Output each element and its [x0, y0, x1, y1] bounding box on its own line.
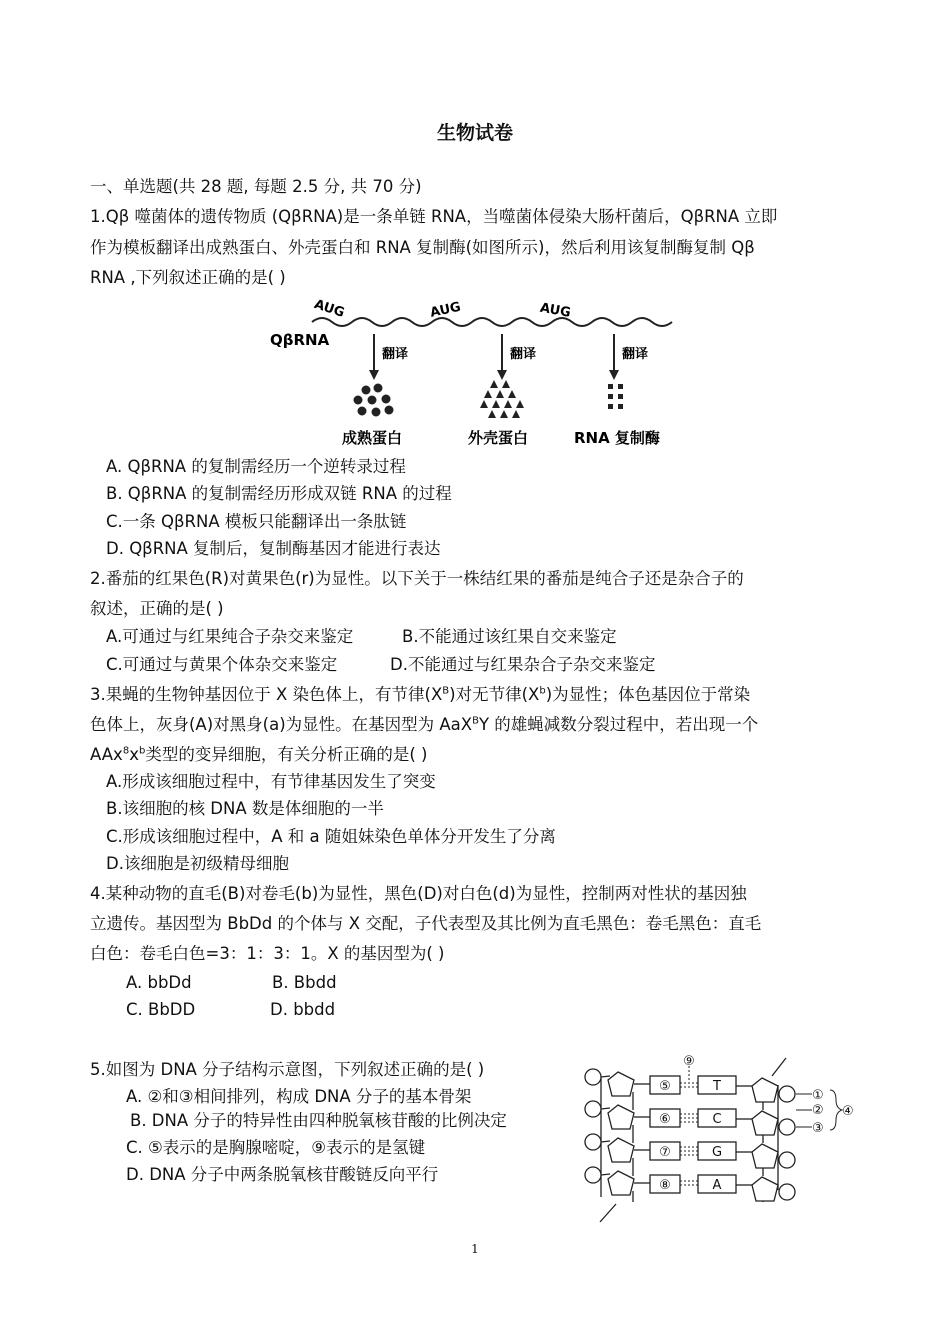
q3-stem-line: $AAx^8x^b$类型的变异细胞，有关分析正确的是( ) [90, 745, 428, 764]
q3-stem-line: 3.果蝇的生物钟基因位于 X 染色体上，有节律$(X^B)$对无节律$(X^b)$为显性；体色基因位于常染 [90, 685, 751, 704]
dna-structure-figure [578, 1052, 858, 1227]
q1-stem-line: 1.Qβ 噬菌体的遗传物质 (QβRNA)是一条单链 RNA，当噬菌体侵染大肠杆菌后，QβRNA 立即 [90, 207, 778, 226]
arrowhead-icon [369, 370, 379, 380]
rna-label: QβRNA [270, 331, 330, 349]
q3-option-c: C.形成该细胞过程中，A 和 a 随姐妹染色单体分开发生了分离 [106, 827, 556, 846]
arrow-label: 翻译 [382, 347, 409, 362]
marker-label: ④ [842, 1104, 854, 1119]
q3-option-b: B.该细胞的核 DNA 数是体细胞的一半 [106, 799, 384, 818]
product-label: 外壳蛋白 [468, 429, 529, 447]
base-label: ⑦ [659, 1145, 671, 1160]
codon-label: AUG [538, 300, 572, 321]
q4-option-c: C. BbDD [126, 1000, 196, 1019]
q4-option-d: D. bbdd [270, 1000, 336, 1019]
marker-label: ② [812, 1103, 824, 1118]
replicase-icon [608, 384, 623, 409]
q2-option-a: A.可通过与红果纯合子杂交来鉴定 [106, 627, 354, 646]
q1-option-c: C.一条 QβRNA 模板只能翻译出一条肽链 [106, 512, 407, 531]
q2-stem-line: 叙述，正确的是( ) [90, 599, 224, 618]
mature-protein-icon [354, 384, 394, 417]
q3-option-d: D.该细胞是初级精母细胞 [106, 854, 289, 873]
q2-option-c: C.可通过与黄果个体杂交来鉴定 [106, 655, 338, 674]
arrowhead-icon [497, 370, 507, 380]
base-label: G [711, 1145, 723, 1160]
hydrogen-bond-icon [680, 1066, 698, 1185]
q4-stem-line: 白色：卷毛白色=3：1：3：1。X 的基因型为( ) [90, 944, 445, 963]
marker-label: ⑨ [683, 1054, 695, 1069]
base-label: ⑥ [659, 1112, 671, 1127]
product-label: 成熟蛋白 [342, 429, 403, 447]
rna-strand [312, 318, 672, 326]
base-label: T [713, 1079, 721, 1094]
qbeta-translation-figure [262, 292, 694, 452]
marker-label: ① [812, 1088, 824, 1103]
q1-option-a: A. QβRNA 的复制需经历一个逆转录过程 [106, 457, 406, 476]
q1-option-b: B. QβRNA 的复制需经历形成双链 RNA 的过程 [106, 484, 452, 503]
arrow-label: 翻译 [622, 347, 649, 362]
q4-stem-line: 立遗传。基因型为 BbDd 的个体与 X 交配，子代表型及其比例为直毛黑色：卷毛黑色：直毛 [90, 914, 762, 933]
q1-stem-line: 作为模板翻译出成熟蛋白、外壳蛋白和 RNA 复制酶(如图所示)，然后利用该复制酶复制 Qβ [90, 238, 755, 257]
q1-option-d: D. QβRNA 复制后，复制酶基因才能进行表达 [106, 539, 441, 558]
marker-label: ③ [812, 1121, 824, 1136]
q5-option-c: C. ⑤表示的是胸腺嘧啶，⑨表示的是氢键 [126, 1138, 426, 1157]
arrow-label: 翻译 [510, 347, 537, 362]
q3-stem-line: 色体上，灰身(A)对黑身(a)为显性。在基因型为 AaX$^B$Y 的雄蝇减数分裂过程中，若出现一个 [90, 715, 759, 734]
codon-label: AUG [312, 297, 347, 321]
q4-stem-line: 4.某种动物的直毛(B)对卷毛(b)为显性，黑色(D)对白色(d)为显性，控制两对性状的基因独 [90, 884, 747, 903]
q2-option-d: D.不能通过与红果杂合子杂交来鉴定 [390, 655, 656, 674]
q2-option-b: B.不能通过该红果自交来鉴定 [402, 627, 617, 646]
page-number: 1 [471, 1242, 479, 1256]
base-label: A [712, 1178, 722, 1193]
base-label: ⑤ [659, 1079, 671, 1094]
q5-option-a: A. ②和③相间排列，构成 DNA 分子的基本骨架 [126, 1087, 472, 1106]
page-title: 生物试卷 [436, 122, 513, 144]
codon-label: AUG [428, 299, 463, 321]
product-label: RNA 复制酶 [574, 429, 660, 447]
q5-option-d: D. DNA 分子中两条脱氧核苷酸链反向平行 [126, 1165, 439, 1184]
q1-stem-line: RNA ,下列叙述正确的是( ) [90, 268, 286, 287]
q5-option-b: B. DNA 分子的特异性由四种脱氧核苷酸的比例决定 [130, 1111, 507, 1130]
q3-option-a: A.形成该细胞过程中，有节律基因发生了突变 [106, 772, 436, 791]
coat-protein-icon [480, 380, 524, 418]
arrowhead-icon [609, 370, 619, 380]
q2-stem-line: 2.番茄的红果色(R)对黄果色(r)为显性。以下关于一株结红果的番茄是纯合子还是杂合子的 [90, 569, 744, 588]
brace-icon [830, 1090, 842, 1130]
base-label: C [712, 1112, 722, 1127]
q4-option-a: A. bbDd [126, 973, 192, 992]
q5-stem: 5.如图为 DNA 分子结构示意图，下列叙述正确的是( ) [90, 1060, 485, 1079]
base-label: ⑧ [659, 1178, 671, 1193]
section-heading: 一、单选题(共 28 题, 每题 2.5 分, 共 70 分) [90, 177, 422, 196]
q4-option-b: B. Bbdd [272, 973, 337, 992]
